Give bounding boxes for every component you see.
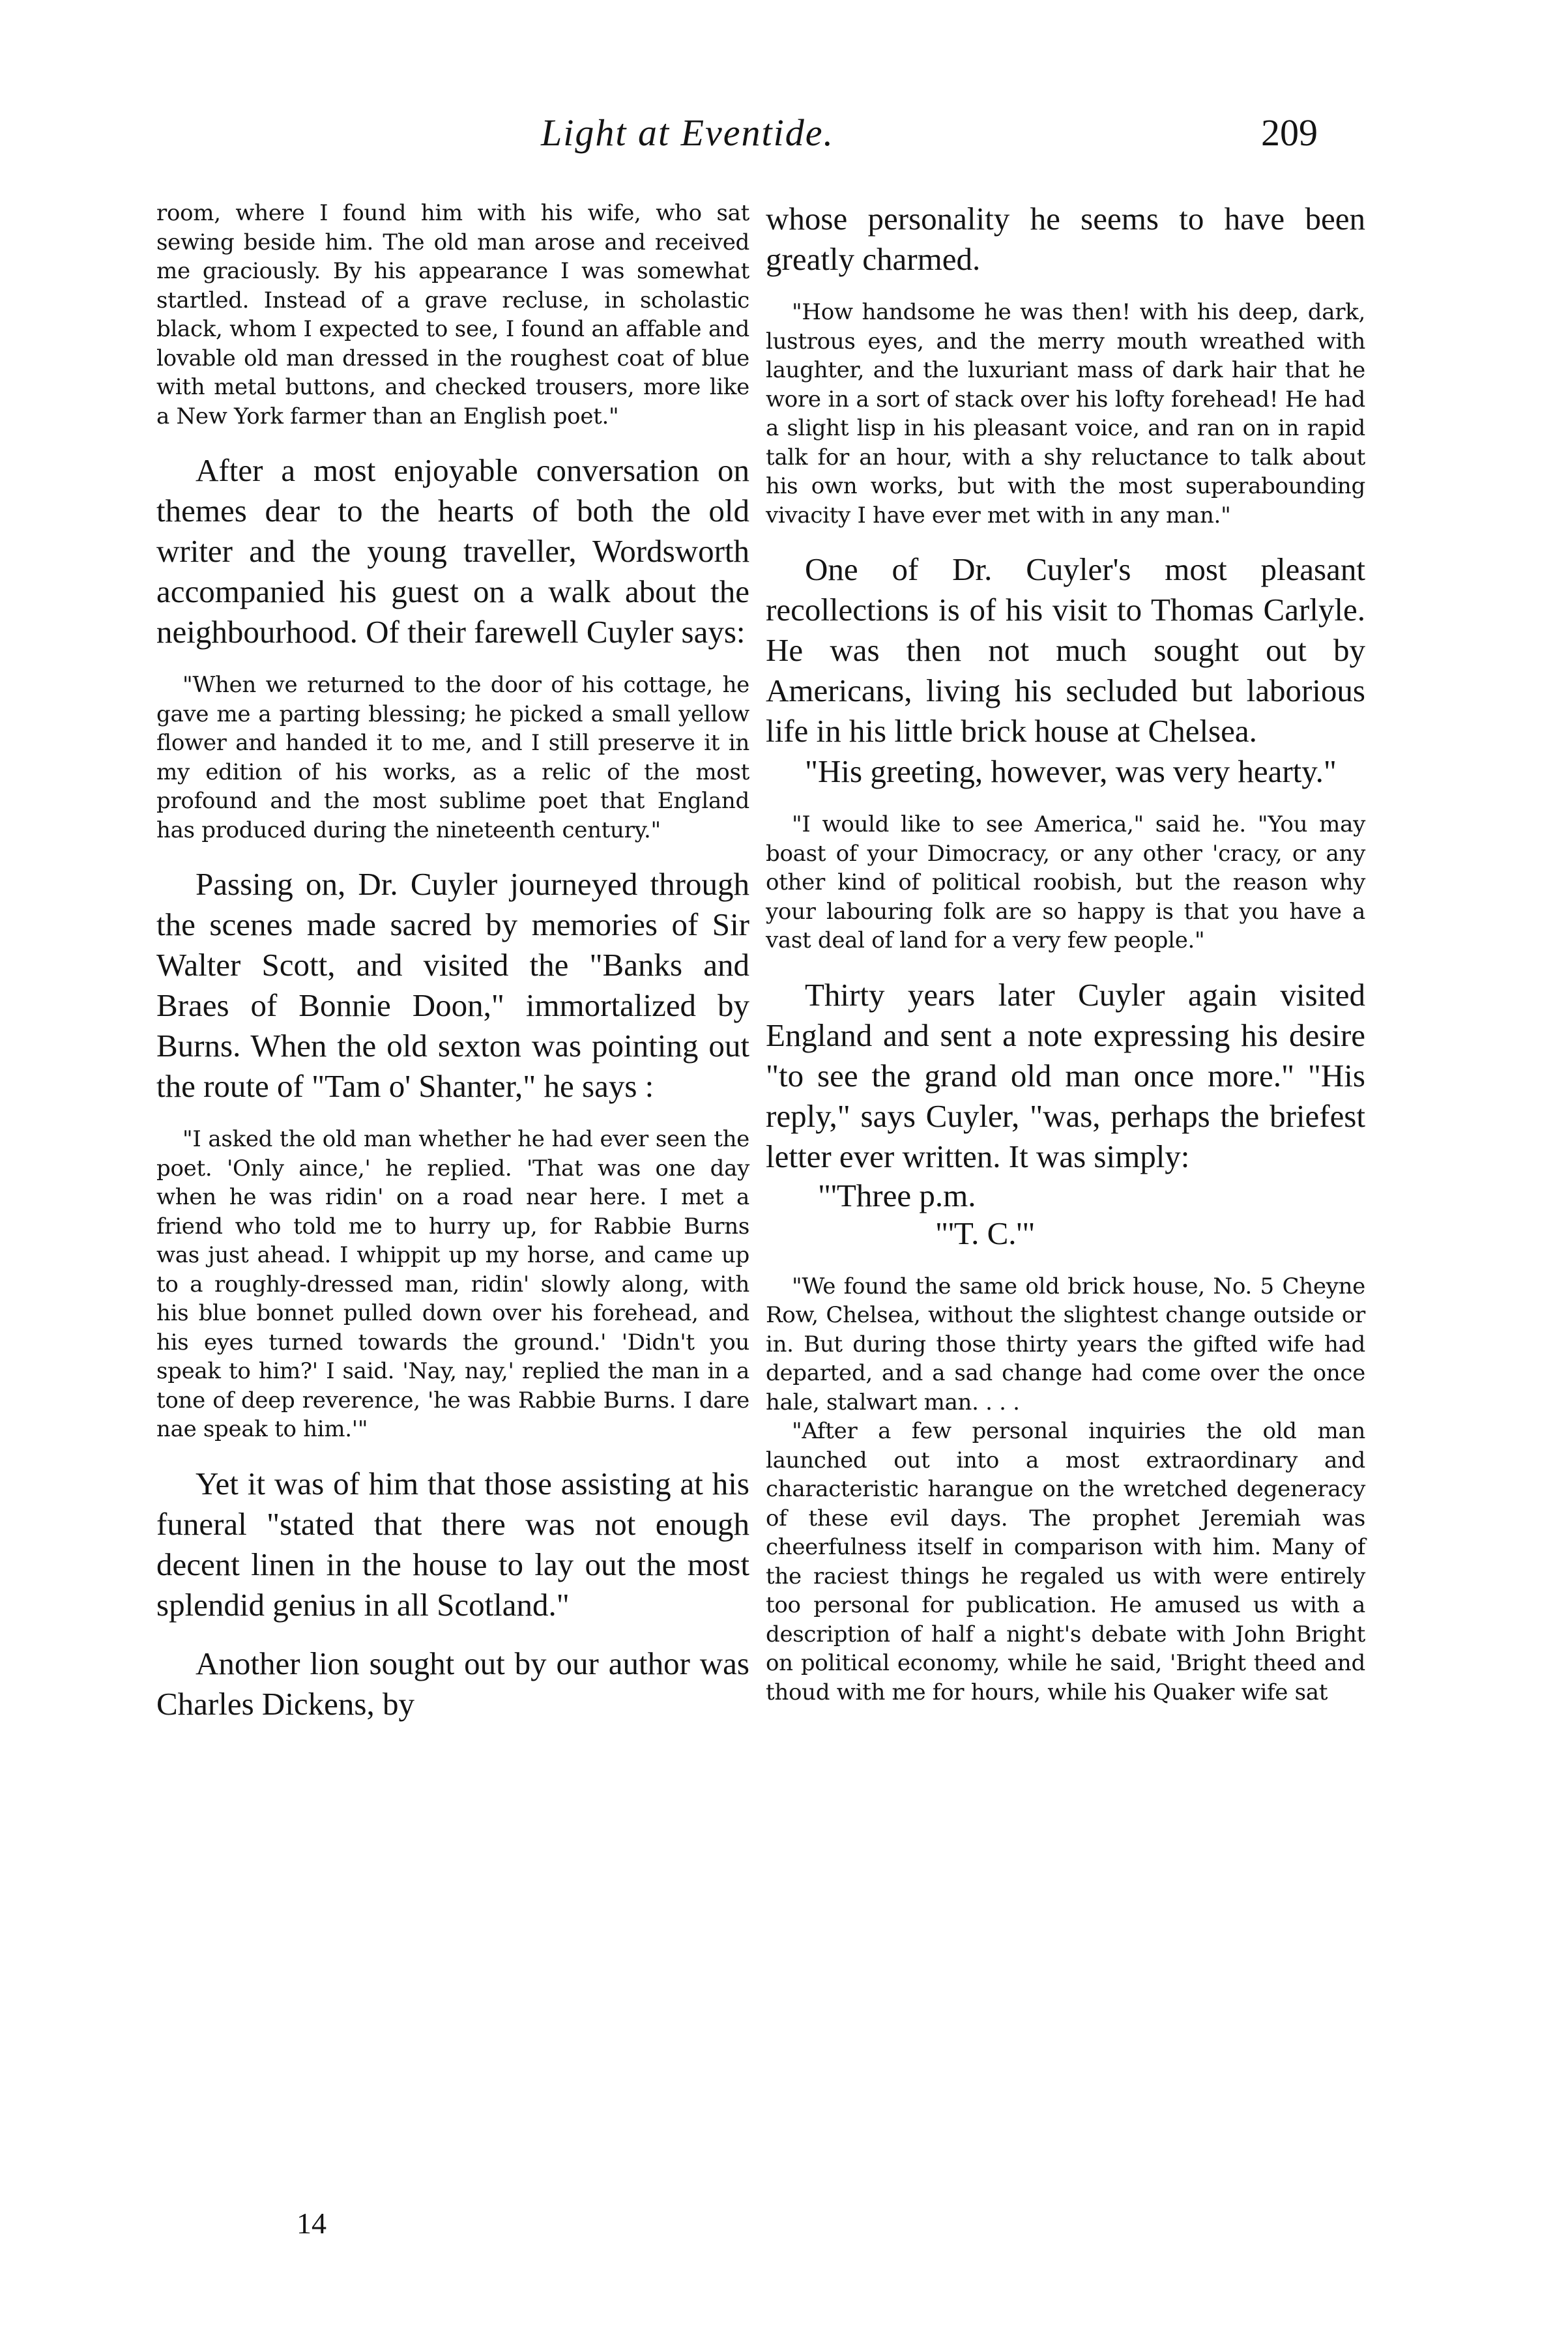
quote-paragraph: "I asked the old man whether he had ever seen the poet. 'Only aince,' he replied. 'That was one day when he was ridin' on a road near here. I met a friend who told me to hurry up, for Rabbie Burns was just ahead. I whippit up my horse, and came up to a roughly-dressed man, ridin' slowly along, with his blue bonnet pulled down over his forehead, and his eyes turned towards the ground.' 'Didn't you speak to him?' I said. 'Nay, nay,' replied the man in a tone of deep reverence, 'he was Rabbie Burns. I dare nae speak to him.'" xyxy=(156,1126,749,1442)
running-head: Light at Eventide. xyxy=(541,111,834,154)
body-paragraph: Yet it was of him that those assisting at his funeral "stated that there was not enough decent linen in the house to lay out the most splendid genius in all Scotland." xyxy=(156,1465,749,1623)
letter-line: "'Three p.m. xyxy=(818,1177,976,1213)
quote-paragraph: "When we returned to the door of his cottage, he gave me a parting blessing; he picked a small yellow flower and handed it to me, and I still preserve it in my edition of his works, as a relic of the most profound and the most sublime poet that England has produced during the nineteenth century." xyxy=(156,672,749,843)
body-paragraph: Passing on, Dr. Cuyler journeyed through the scenes made sacred by memories of Sir Walter Scott, and visited the "Banks and Braes of Bonnie Doon," immortalized by Burns. When the old sexton was pointing out the route of "Tam o' Shanter," he says : xyxy=(156,866,749,1104)
letter-signature: "'T. C.'" xyxy=(935,1215,1036,1251)
quote-paragraph: "How handsome he was then! with his deep, dark, lustrous eyes, and the merry mouth wreathed with laughter, and the luxuriant mass of dark hair that he wore in a sort of stack over his lofty forehead! He had a slight lisp in his pleasant voice, and ran on in rapid talk for an hour, with a shy reluctance to talk about his own works, but with the most superabounding vivacity I have ever met with in any man." xyxy=(766,299,1365,529)
body-paragraph: whose personality he seems to have been greatly charmed. xyxy=(766,201,1365,277)
body-paragraph: One of Dr. Cuyler's most pleasant recollections is of his visit to Thomas Carlyle. He was then not much sought out by Americans, living his secluded but laborious life in his little brick house at Chelsea. xyxy=(766,551,1365,749)
body-paragraph: Thirty years later Cuyler again visited England and sent a note expressing his desire "to see the grand old man once more." "His reply," says Cuyler, "was, perhaps the briefest letter ever written. It was simply: xyxy=(766,976,1365,1174)
left-column xyxy=(156,199,749,1743)
right-column xyxy=(766,199,1365,1726)
signature-mark: 14 xyxy=(297,2207,327,2240)
quote-paragraph: "I would like to see America," said he. "You may boast of your Dimocracy, or any other 'cracy, or any other kind of political roobish, but the reason why your labouring folk are so happy is that you have a vast deal of land for a very few people." xyxy=(766,811,1365,953)
page-header xyxy=(0,111,1568,169)
quote-paragraph: "We found the same old brick house, No. 5 Cheyne Row, Chelsea, without the slightest change outside or in. But during those thirty years the gifted wife had departed, and a sad change had come over the once hale, stalwart man. . . . xyxy=(766,1273,1365,1415)
page-number: 209 xyxy=(1261,111,1318,154)
quote-paragraph: "After a few personal inquiries the old man launched out into a most extraordinary and characteristic harangue on the wretched degeneracy of these evil days. The prophet Jeremiah was cheerfulness itself in comparison with him. Many of the raciest things he regaled us with were entirely too personal for publication. He amused us with a description of half a night's debate with John Bright on political economy, while he said, 'Bright theed and thoud with me for hours, while his Quaker wife sat xyxy=(766,1418,1365,1705)
body-paragraph: "His greeting, however, was very hearty." xyxy=(805,753,1337,789)
body-paragraph: Another lion sought out by our author was Charles Dickens, by xyxy=(156,1645,749,1722)
body-paragraph: After a most enjoyable conversation on themes dear to the hearts of both the old writer and the young traveller, Wordsworth accompanied his guest on a walk about the neighbourhood. Of their farewell Cuyler says: xyxy=(156,452,749,650)
quote-paragraph: room, where I found him with his wife, who sat sewing beside him. The old man arose and received me graciously. By his appearance I was somewhat startled. Instead of a grave recluse, in scholastic black, whom I expected to see, I found an affable and lovable old man dressed in the roughest coat of blue with metal buttons, and checked trousers, more like a New York farmer than an English poet." xyxy=(156,200,749,429)
